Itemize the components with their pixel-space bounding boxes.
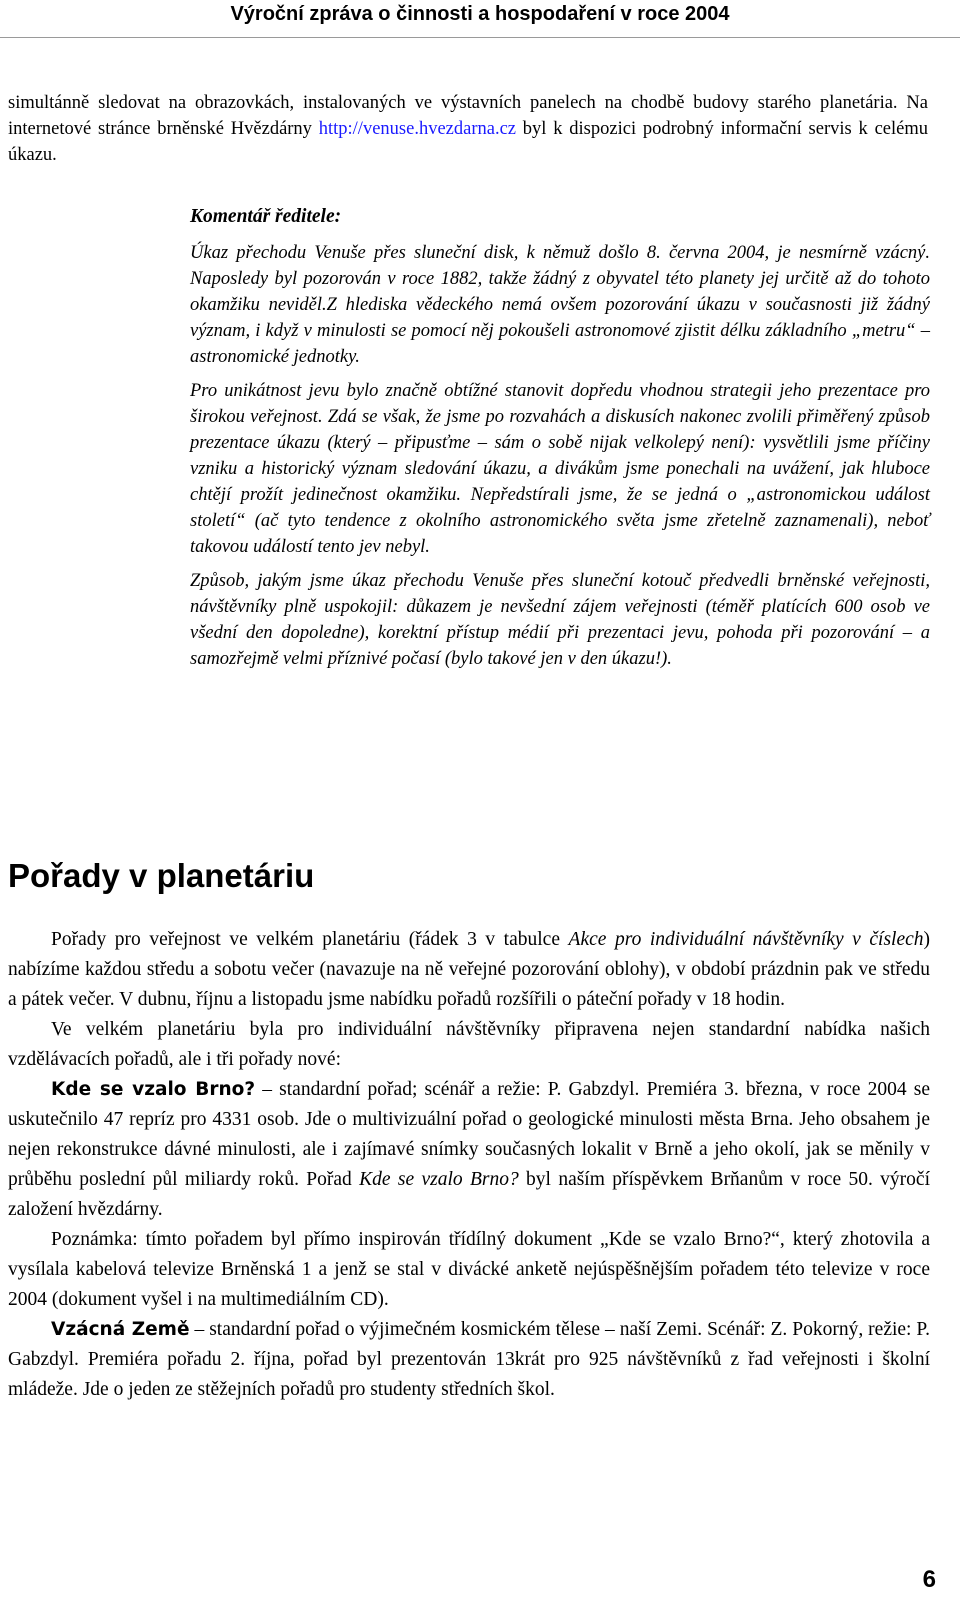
- table-reference: Akce pro individuální návštěvníky v číslech: [568, 929, 924, 950]
- show1-title-italic: Kde se vzalo Brno?: [359, 1169, 519, 1190]
- director-comment: [190, 204, 930, 672]
- intro-paragraph: [8, 90, 928, 168]
- show-vzacna-zeme: [8, 1315, 930, 1405]
- report-title: Výroční zpráva o činnosti a hospodaření v roce 2004: [230, 3, 730, 25]
- page-number: 6: [922, 1566, 936, 1593]
- comment-title: Komentář ředitele:: [190, 206, 342, 227]
- show1-text-a: – standardní pořad; scénář a režie: P. Gabzdyl. Premiéra 3. března, v roce 2004 se uskutečnilo 47 repríz pro 4331 osob. Jde o multivizuální pořad o geologické minulosti města Brna. Jeho obsahem je nejen rekonstrukce dávné minulosti, ale i zajímavé snímky současných lokalit v Brně a jeho okolí, jak se měnily v průběhu poslední půl miliardy roků. Pořad: [8, 1079, 930, 1190]
- planetarium-shows-section: [8, 925, 930, 1405]
- show2-title: Vzácná Země: [51, 1319, 190, 1340]
- show2-text: – standardní pořad o výjimečném kosmickém tělese – naší Zemi. Scénář: Z. Pokorný, režie: P. Gabzdyl. Premiéra pořadu 2. října, pořad byl prezentován 13krát pro 925 návštěvníků z řad veřejnosti i školní mládeže. Jde o jeden ze stěžejních pořadů pro studenty středních škol.: [8, 1319, 930, 1400]
- show1-title: Kde se vzalo Brno?: [51, 1079, 256, 1100]
- page-header: [0, 0, 960, 38]
- shows-intro-paragraph: [8, 925, 930, 1015]
- note-paragraph: Poznámka: tímto pořadem byl přímo inspirován třídílný dokument „Kde se vzalo Brno?“, který zhotovila a vysílala kabelová televize Brněnská 1 a jenž se stal v divácké anketě nejúspěšnějším pořadem této televize v roce 2004 (dokument vyšel i na multimediálním CD).: [8, 1229, 930, 1310]
- comment-paragraph-1: Úkaz přechodu Venuše přes sluneční disk, k němuž došlo 8. června 2004, je nesmírně vzácný. Naposledy byl pozorován v roce 1882, takže žádný z obyvatel této planety jej určitě až do tohoto okamžiku neviděl.Z hlediska vědeckého nemá ovšem pozorování úkazu v současnosti již žádný význam, i když v minulosti se pomocí něj pokoušeli astronomové zjistit délku základního „metru“ – astronomické jednotky.: [190, 243, 930, 367]
- comment-paragraph-2: Pro unikátnost jevu bylo značně obtížné stanovit dopředu vhodnou strategii jeho prezentace pro širokou veřejnost. Zdá se však, že jsme po rozvahách a diskusích nakonec zvolili přiměřený způsob prezentace úkazu (který – připusťme – sám o sobě nijak velkolepý není): vysvětlili jsme příčiny vzniku a historický význam sledování úkazu, a divákům jsme ponechali na uvážení, jak hluboce chtějí prožít jedinečnost okamžiku. Nepředstírali jsme, že se jedná o „astronomickou událost století“ (ač tyto tendence z okolního astronomického světa jsme zřetelně zaznamenali), neboť takovou událostí tento jev nebyl.: [190, 381, 930, 557]
- intro-text-end: byl k dispozici podrobný informační servis k celému úkazu.: [8, 119, 928, 165]
- section-title: Pořady v planetáriu: [8, 857, 315, 894]
- venuse-link[interactable]: http://venuse.hvezdarna.cz: [318, 119, 516, 139]
- shows-intro-a: Pořady pro veřejnost ve velkém planetáriu (řádek 3 v tabulce: [51, 929, 569, 950]
- show-kde-se-vzalo-brno: [8, 1075, 930, 1225]
- new-shows-paragraph: Ve velkém planetáriu byla pro individuální návštěvníky připravena nejen standardní nabídka našich vzdělávacích pořadů, ale i tři pořady nové:: [8, 1019, 930, 1070]
- show1-text-b: byl naším příspěvkem Brňanům v roce 50. výročí založení hvězdárny.: [8, 1169, 930, 1220]
- intro-text-start: simultánně sledovat na obrazovkách, instalovaných ve výstavních panelech na chodbě budovy starého planetária. Na internetové stránce brněnské Hvězdárny: [8, 93, 928, 139]
- comment-paragraph-3: Způsob, jakým jsme úkaz přechodu Venuše přes sluneční kotouč předvedli brněnské veřejnosti, návštěvníky plně uspokojil: důkazem je nevšední zájem veřejnosti (téměř platících 600 osob ve všední den dopoledne), korektní přístup médií při prezentaci jevu, pohoda při pozorování – a samozřejmě velmi příznivé počasí (bylo takové jen v den úkazu!).: [190, 571, 930, 669]
- shows-intro-b: ) nabízíme každou středu a sobotu večer (navazuje na ně veřejné pozorování oblohy), v období prázdnin pak ve středu a pátek večer. V dubnu, říjnu a listopadu jsme nabídku pořadů rozšířili o páteční pořady v 18 hodin.: [8, 929, 931, 1010]
